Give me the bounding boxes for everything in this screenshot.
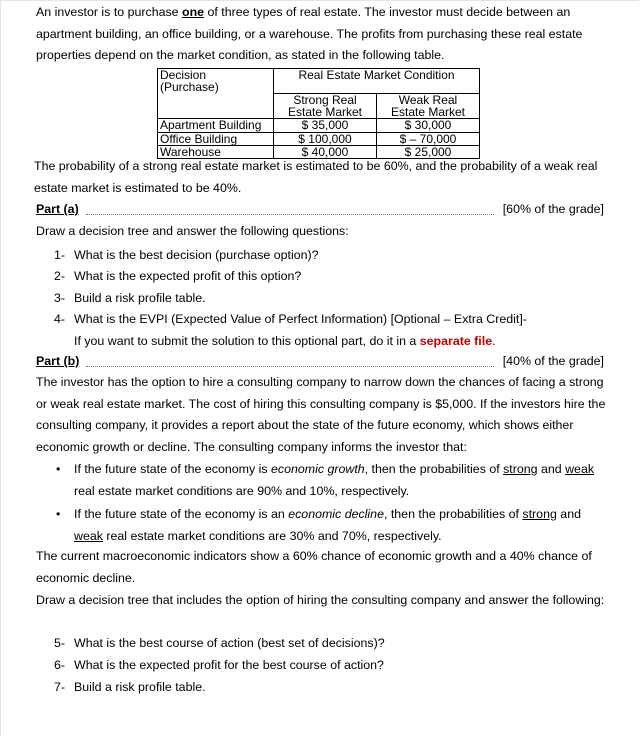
list-item: 5- What is the best course of action (best set of decisions)?	[54, 636, 385, 650]
market-condition-header: Real Estate Market Condition	[274, 69, 480, 94]
weak-market-header: Weak Real Estate Market	[377, 93, 480, 118]
intro-paragraph: An investor is to purchase one of three types of real estate. The investor must decide between an apartment building, an office building, or a warehouse. The profits from purchasing these real estate properties depend on the market condition, as stated in the following table.	[36, 5, 583, 63]
part-b-label: Part (b)	[36, 354, 80, 368]
list-item: 4- What is the EVPI (Expected Value of Perfect Information) [Optional – Extra Credit]-	[54, 312, 527, 326]
table-row: Office Building $ 100,000 $ – 70,000	[158, 132, 480, 145]
payoff-table	[157, 68, 480, 159]
decision-header-cell: Decision (Purchase)	[158, 69, 274, 94]
bullet-icon: •	[56, 507, 61, 521]
list-item: 3- Build a risk profile table.	[54, 291, 206, 305]
list-item: 2- What is the expected profit of this option?	[54, 269, 302, 283]
decision-header-spacer	[158, 93, 274, 118]
part-a-instruction: Draw a decision tree and answer the following questions:	[36, 224, 349, 238]
part-a-grade: [60% of the grade]	[502, 202, 604, 216]
separate-file-highlight: separate file	[419, 334, 493, 348]
strong-market-header: Strong Real Estate Market	[274, 93, 377, 118]
leader-dots	[86, 214, 494, 215]
list-item: 7- Build a risk profile table.	[54, 680, 206, 694]
part-b-paragraph: The investor has the option to hire a consulting company to narrow down the chances of facing a strong or weak real estate market. The cost of hiring this consulting company is $5,000. If the investors hire the consulting company, it provides a report about the state of the future economy, which shows either economic growth or decline. The consulting company informs the investor that:	[36, 375, 606, 454]
table-row: Warehouse $ 40,000 $ 25,000	[158, 145, 480, 158]
table-row: Apartment Building $ 35,000 $ 30,000	[158, 119, 480, 132]
bullet-icon: •	[56, 462, 61, 476]
list-item: 1- What is the best decision (purchase option)?	[54, 248, 319, 262]
optional-note: If you want to submit the solution to this optional part, do it in a separate file.	[74, 334, 496, 348]
part-b-instruction: Draw a decision tree that includes the option of hiring the consulting company and answer the following:	[36, 593, 605, 607]
part-b-heading	[36, 354, 604, 372]
emphasis-one: one	[182, 5, 205, 19]
leader-dots	[86, 366, 494, 367]
part-a-label: Part (a)	[36, 202, 79, 216]
indicators-paragraph: The current macroeconomic indicators show a 60% chance of economic growth and a 40% chance of economic decline.	[36, 549, 592, 585]
probability-paragraph: The probability of a strong real estate market is estimated to be 60%, and the probability of a weak real estate market is estimated to be 40%.	[34, 159, 598, 195]
part-a-heading	[36, 202, 604, 220]
list-item: 6- What is the expected profit for the best course of action?	[54, 658, 384, 672]
part-b-grade: [40% of the grade]	[502, 354, 604, 368]
